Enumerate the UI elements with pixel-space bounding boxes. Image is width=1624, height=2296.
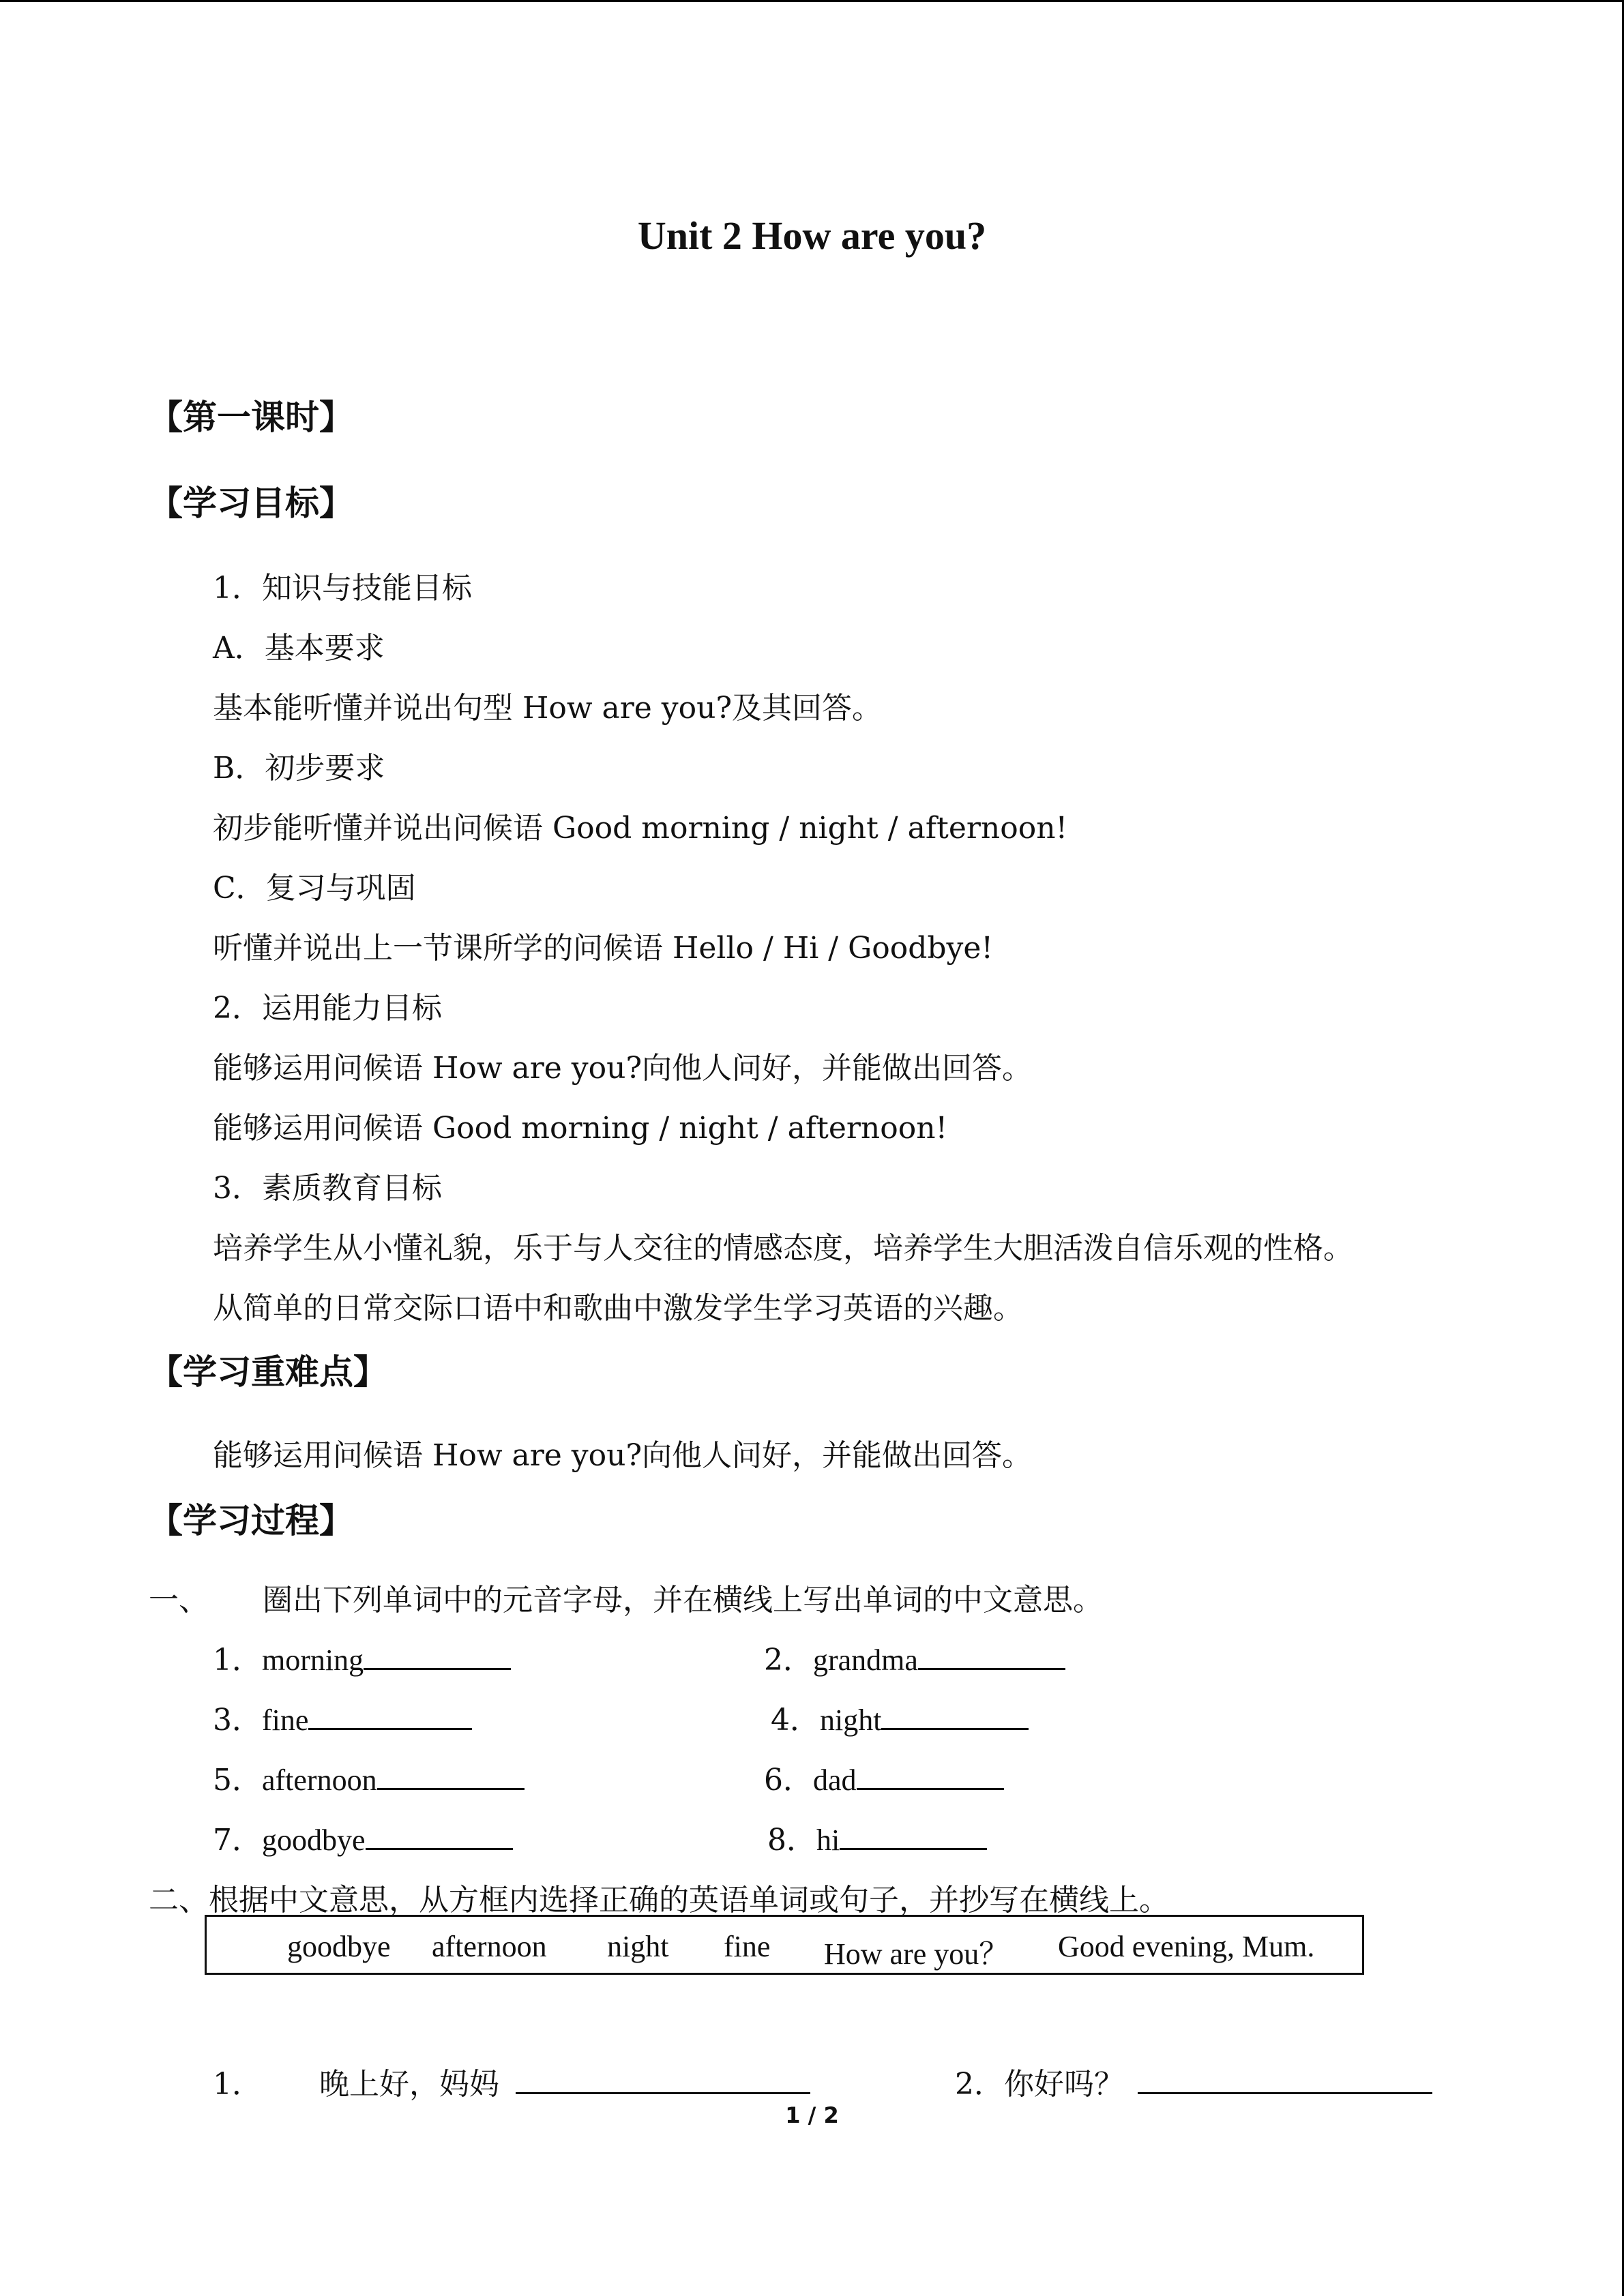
word-item: 4．night	[771, 1695, 1029, 1739]
goal-a-label: A．基本要求	[213, 631, 385, 666]
word-item: 3．fine	[213, 1695, 472, 1739]
goal-2-text-1: 能够运用问候语 How are you?向他人问好，并能做出回答。	[213, 1051, 1033, 1086]
goal-b-text: 初步能听懂并说出问候语 Good morning / night / afternoon!	[213, 811, 1068, 846]
word-item: 6．dad	[764, 1755, 1004, 1799]
word-bank-item: goodbye	[287, 1930, 391, 1963]
goal-c-label: C．复习与巩固	[213, 871, 416, 906]
answer-blank[interactable]	[881, 1701, 1029, 1730]
answer-blank[interactable]	[308, 1701, 472, 1730]
heading-keypoints: 【学习重难点】	[149, 1352, 387, 1392]
goal-3-text-1: 培养学生从小懂礼貌，乐于与人交往的情感态度，培养学生大胆活泼自信乐观的性格。	[213, 1231, 1353, 1266]
heading-goals: 【学习目标】	[149, 483, 353, 523]
page-title: Unit 2 How are you?	[637, 213, 987, 258]
q1-prompt: 晚上好，妈妈	[319, 2059, 810, 2103]
section1-number: 一、	[149, 1583, 209, 1617]
q1-answer-blank[interactable]	[516, 2065, 810, 2094]
word-bank-item: afternoon	[432, 1930, 547, 1963]
goal-b-label: B．初步要求	[213, 751, 385, 786]
answer-blank[interactable]	[366, 1821, 513, 1850]
answer-blank[interactable]	[918, 1641, 1065, 1670]
section1-instruction: 圈出下列单词中的元音字母，并在横线上写出单词的中文意思。	[263, 1583, 1103, 1617]
word-bank-box	[205, 1915, 1364, 1975]
q1-number: 1．	[213, 2067, 262, 2102]
goal-c-text: 听懂并说出上一节课所学的问候语 Hello / Hi / Goodbye!	[213, 931, 994, 966]
answer-blank[interactable]	[377, 1761, 525, 1790]
word-item: 2．grandma	[764, 1635, 1065, 1679]
page-border-top	[0, 0, 1624, 2]
answer-blank[interactable]	[857, 1761, 1004, 1790]
word-item: 7．goodbye	[213, 1815, 513, 1859]
keypoint-text: 能够运用问候语 How are you?向他人问好，并能做出回答。	[213, 1438, 1033, 1473]
goal-1-title: 1．知识与技能目标	[213, 571, 472, 606]
q2-answer-blank[interactable]	[1138, 2065, 1432, 2094]
word-item: 8．hi	[767, 1815, 987, 1859]
answer-blank[interactable]	[840, 1821, 987, 1850]
word-bank-item: How are you？	[824, 1937, 1009, 1971]
word-bank-item: night	[607, 1930, 669, 1963]
heading-lesson: 【第一课时】	[149, 398, 353, 437]
word-item: 1．morning	[213, 1635, 511, 1679]
q2-prompt: 2．你好吗？	[955, 2059, 1432, 2103]
section2-instruction: 二、根据中文意思，从方框内选择正确的英语单词或句子，并抄写在横线上。	[149, 1883, 1169, 1918]
answer-blank[interactable]	[364, 1641, 511, 1670]
goal-2-text-2: 能够运用问候语 Good morning / night / afternoon!	[213, 1111, 948, 1146]
goal-3-text-2: 从简单的日常交际口语中和歌曲中激发学生学习英语的兴趣。	[213, 1291, 1023, 1326]
goal-2-title: 2．运用能力目标	[213, 991, 442, 1026]
goal-3-title: 3．素质教育目标	[213, 1171, 442, 1206]
page-number: 1 / 2	[785, 2102, 839, 2128]
word-bank-item: fine	[724, 1930, 771, 1963]
heading-process: 【学习过程】	[149, 1501, 353, 1540]
goal-a-text: 基本能听懂并说出句型 How are you?及其回答。	[213, 691, 883, 726]
word-item: 5．afternoon	[213, 1755, 525, 1799]
word-bank-item: Good evening, Mum.	[1058, 1930, 1315, 1963]
